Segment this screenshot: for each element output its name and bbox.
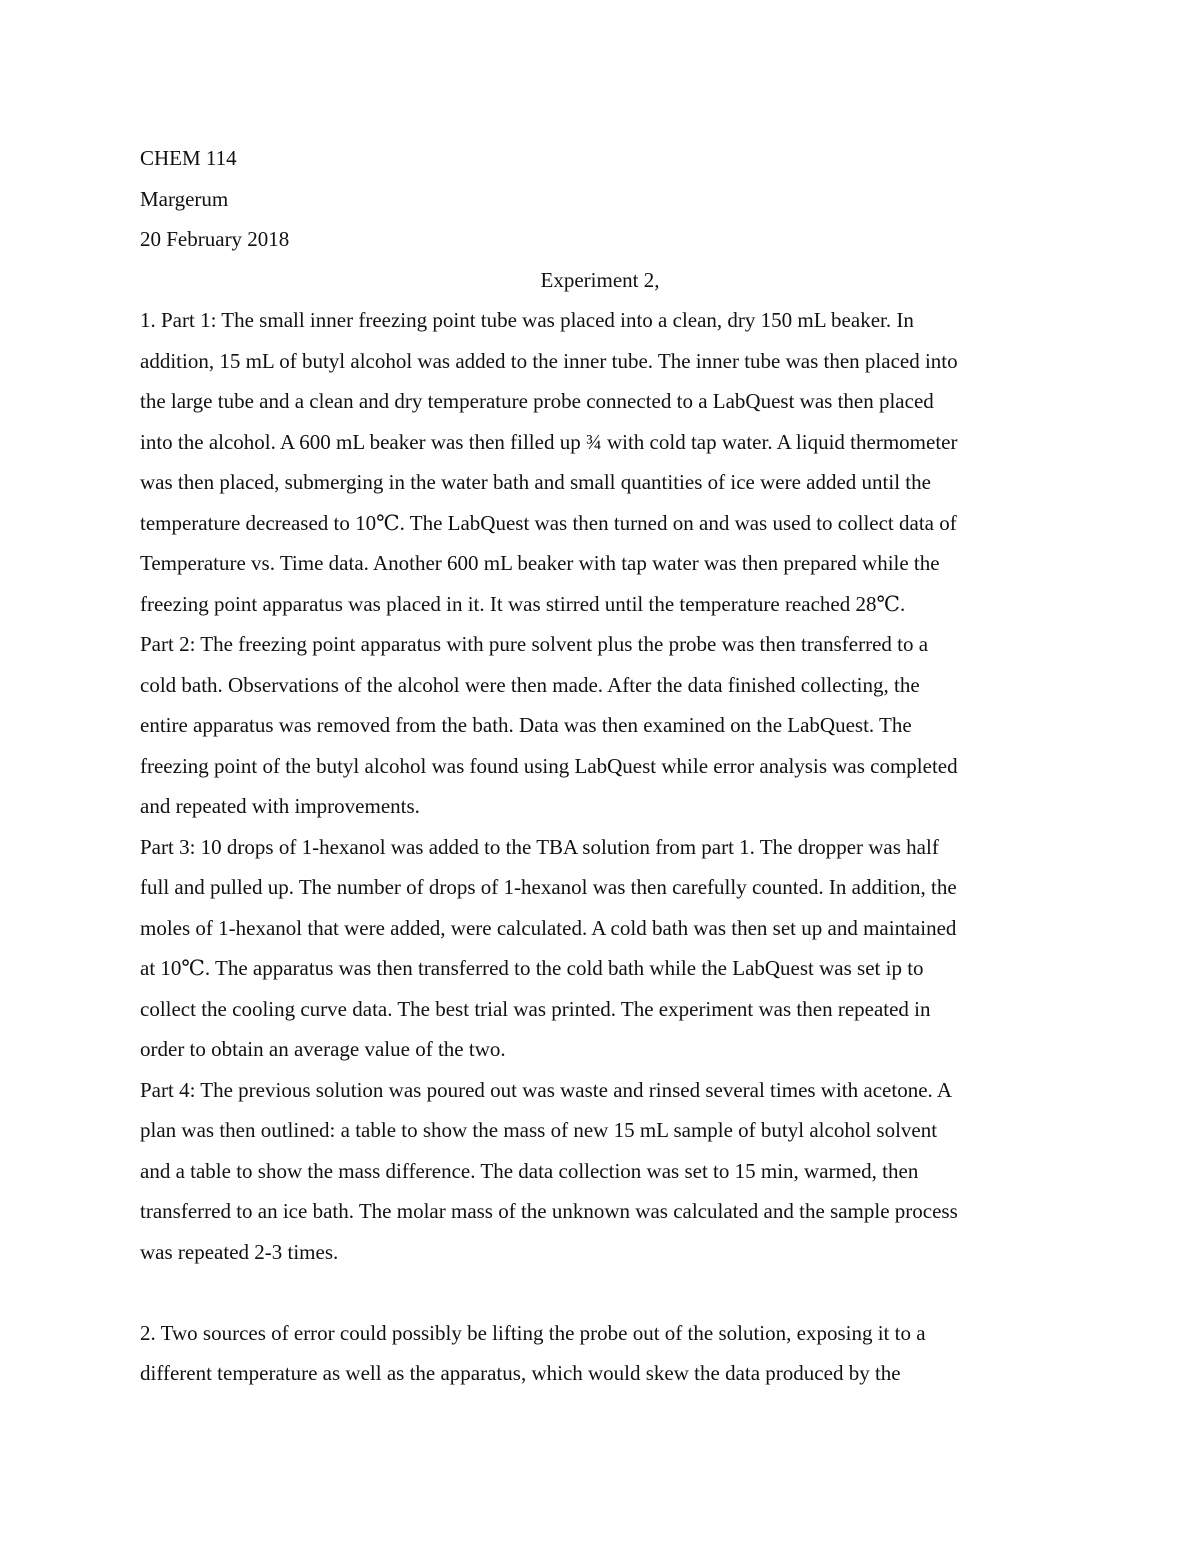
section-1-line: order to obtain an average value of the two. <box>140 1037 506 1061</box>
section-2-line: 2. Two sources of error could possibly be lifting the probe out of the solution, exposing it to a <box>140 1320 926 1345</box>
date-line: 20 February 2018 <box>140 227 290 251</box>
section-1-line: temperature decreased to 10℃. The LabQuest was then turned on and was used to collect data of <box>140 510 957 535</box>
section-1-line: Temperature vs. Time data. Another 600 mL beaker with tap water was then prepared while the <box>140 551 940 575</box>
section-1-line: the large tube and a clean and dry temperature probe connected to a LabQuest was then placed <box>140 389 934 413</box>
section-1-line: collect the cooling curve data. The best trial was printed. The experiment was then repeated in <box>140 996 931 1021</box>
section-1-line: cold bath. Observations of the alcohol were then made. After the data finished collecting, the <box>140 672 920 697</box>
section-1-line: into the alcohol. A 600 mL beaker was then filled up ¾ with cold tap water. A liquid thermometer <box>140 429 958 454</box>
section-1-line: plan was then outlined: a table to show the mass of new 15 mL sample of butyl alcohol solvent <box>140 1118 938 1142</box>
section-1-line: was repeated 2-3 times. <box>140 1239 339 1264</box>
section-1-line: 1. Part 1: The small inner freezing point tube was placed into a clean, dry 150 mL beaker. In <box>140 308 914 332</box>
section-2 <box>140 1313 1060 1394</box>
section-1-line: Part 2: The freezing point apparatus with pure solvent plus the probe was then transferred to a <box>140 632 929 656</box>
section-1-line: full and pulled up. The number of drops of 1-hexanol was then carefully counted. In addition, the <box>140 875 957 899</box>
section-1-line: was then placed, submerging in the water bath and small quantities of ice were added until the <box>140 470 931 494</box>
section-1-line: Part 3: 10 drops of 1-hexanol was added to the TBA solution from part 1. The dropper was half <box>140 834 939 859</box>
section-2-line: different temperature as well as the apparatus, which would skew the data produced by the <box>140 1361 901 1385</box>
course-line: CHEM 114 <box>140 146 237 170</box>
section-1-line: entire apparatus was removed from the bath. Data was then examined on the LabQuest. The <box>140 713 912 737</box>
section-1-line: at 10℃. The apparatus was then transferred to the cold bath while the LabQuest was set ip to <box>140 956 924 980</box>
section-1-line: transferred to an ice bath. The molar mass of the unknown was calculated and the sample process <box>140 1199 958 1223</box>
section-1-line: addition, 15 mL of butyl alcohol was added to the inner tube. The inner tube was then placed into <box>140 348 958 373</box>
instructor-line: Margerum <box>140 186 229 211</box>
section-1-line: freezing point apparatus was placed in it. It was stirred until the temperature reached 28℃. <box>140 591 906 616</box>
section-1-line: freezing point of the butyl alcohol was found using LabQuest while error analysis was completed <box>140 753 958 778</box>
section-1-line: and repeated with improvements. <box>140 794 420 818</box>
document-body <box>140 138 1060 1394</box>
paragraph-gap <box>140 1272 1060 1313</box>
section-1-line: and a table to show the mass difference. The data collection was set to 15 min, warmed, then <box>140 1158 919 1183</box>
document-title: Experiment 2, <box>540 267 660 292</box>
section-1-line: Part 4: The previous solution was poured out was waste and rinsed several times with acetone. A <box>140 1077 953 1102</box>
section-1 <box>140 300 1060 1272</box>
section-1-line: moles of 1-hexanol that were added, were calculated. A cold bath was then set up and maintained <box>140 915 957 940</box>
